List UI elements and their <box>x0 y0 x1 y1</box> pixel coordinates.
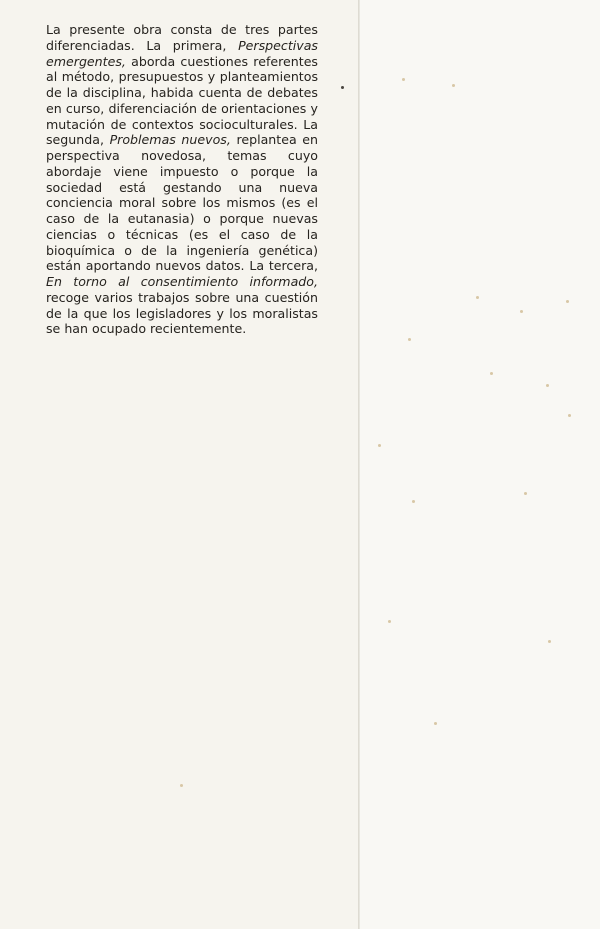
description-part-3: replantea en perspectiva novedosa, temas cuyo abordaje viene impuesto o porque la sociedad está gestando una nueva conciencia moral sobre los mismos (es el caso de la eutanasia) o porque nuevas ciencias o técnicas (es el caso de la bioquímica o de la ingeniería genética) están aportando nuevos datos. La tercera, <box>46 132 318 274</box>
paper-speck <box>476 296 479 299</box>
section-title-consentimiento: En torno al consentimiento informado, <box>46 274 318 289</box>
section-title-problemas: Problemas nuevos, <box>109 132 231 148</box>
paper-speck <box>434 722 437 725</box>
ink-dot <box>341 86 344 89</box>
paper-speck <box>546 384 549 387</box>
description-part-1: La presente obra consta de tres partes diferenciadas. La primera, <box>46 22 318 53</box>
paper-speck <box>548 640 551 643</box>
paper-speck <box>402 78 405 81</box>
description-part-2: aborda cuestiones referentes al método, presupuestos y planteamientos de la disciplina, habida cuenta de debates en curso, diferenciación de orientaciones y mutación de contextos socioculturales. La segunda, <box>46 53 318 148</box>
section-title-perspectivas: Perspectivas emergentes, <box>46 37 318 69</box>
paper-speck <box>378 444 381 447</box>
inner-page <box>360 0 600 929</box>
description-part-4: recoge varios trabajos sobre una cuestión de la que los legisladores y los moralistas se han ocupado recientemente. <box>46 289 318 337</box>
paper-speck <box>524 492 527 495</box>
paper-speck <box>388 620 391 623</box>
paper-speck <box>520 310 523 313</box>
book-description <box>46 22 318 337</box>
paper-speck <box>566 300 569 303</box>
paper-speck <box>180 784 183 787</box>
paper-speck <box>408 338 411 341</box>
paper-speck <box>490 372 493 375</box>
paper-speck <box>452 84 455 87</box>
paper-speck <box>412 500 415 503</box>
paper-speck <box>568 414 571 417</box>
